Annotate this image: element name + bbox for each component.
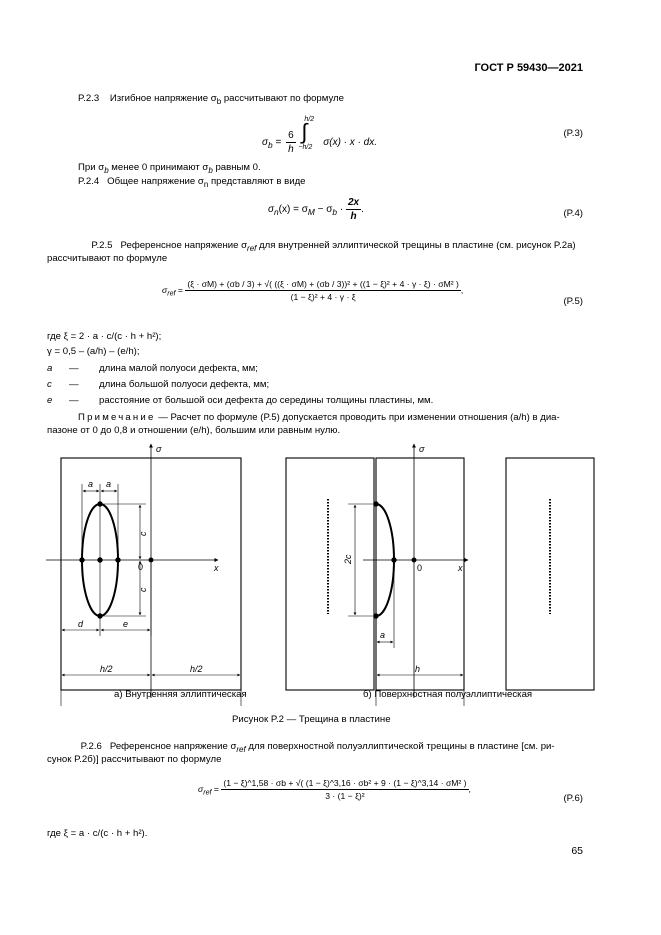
eq4-part: − σ: [314, 204, 333, 216]
eq6-denominator: 3 · (1 − ξ)²: [325, 791, 365, 801]
equation-number-p5: (P.5): [563, 296, 583, 307]
figure-p2: [28, 436, 618, 710]
note-label: Примечание: [78, 412, 156, 423]
eq5-lhs: σ: [162, 284, 168, 295]
paragraph-p25-line1: [78, 240, 576, 253]
clause-sub: ref: [236, 744, 246, 754]
eq6-lhs-sub: ref: [203, 788, 212, 797]
label-h2: h/2: [190, 664, 203, 674]
caption-b: б) Поверхностная полуэллиптическая: [363, 689, 533, 700]
clause-sub: ref: [247, 243, 257, 253]
clause-text-2: для внутренней эллиптической трещины в пластине (см. рисунок P.2а): [256, 240, 576, 251]
clause-text: Общее напряжение σ: [107, 176, 204, 187]
text-fragment: При σ: [78, 162, 105, 173]
definition-row: [47, 363, 258, 374]
definition-dash: —: [69, 379, 79, 390]
text-fragment: менее 0 принимают σ: [108, 162, 209, 173]
stress-plate-a: [286, 458, 374, 690]
label-e: e: [123, 619, 129, 629]
clause-text: Референсное напряжение σ: [120, 240, 248, 251]
eq4-part: (x) = σ: [278, 204, 308, 216]
clause-text: Изгибное напряжение σ: [109, 93, 217, 104]
equation-number-p4: (P.4): [563, 208, 583, 219]
label-a: a: [380, 630, 386, 640]
eq3-integrand: σ(x) · x · dx.: [323, 137, 378, 149]
definition-dash: —: [69, 363, 79, 374]
clause-number: P.2.6: [80, 741, 102, 752]
label-2c: 2c: [343, 554, 353, 564]
eq5-denominator: (1 − ξ)² + 4 · γ · ξ: [290, 292, 356, 302]
eq5-lhs-sub: ref: [167, 289, 176, 298]
equation-number-p3: (P.3): [563, 128, 583, 139]
figure-b: [348, 444, 594, 706]
plate-b: [376, 458, 464, 690]
definition-gamma: γ = 0,5 – (a/h) – (e/h);: [47, 346, 140, 357]
paragraph-p25-line2: рассчитывают по формуле: [47, 253, 168, 264]
label-c: c: [138, 531, 148, 536]
paragraph-p23: [78, 93, 344, 106]
eq5-end: ,: [460, 284, 464, 295]
paragraph-p26-line2: сунок P.2б)] рассчитывают по формуле: [47, 754, 222, 765]
label-c: c: [138, 587, 148, 592]
eq4-part: 2x: [347, 197, 360, 208]
text-fragment: b: [208, 165, 213, 175]
label-sigma: σ: [419, 444, 425, 454]
definition-row: [47, 395, 433, 406]
definition-text: расстояние от большой оси дефекта до середины толщины пластины, мм.: [99, 395, 434, 406]
definition-text: длина большой полуоси дефекта, мм;: [99, 379, 270, 390]
label-x: x: [214, 563, 219, 573]
equation-p5: $\sigma_{ref}$ = (ξ · σM) + (σb / 3) + √( ((ξ · σM) + (σb / 3))² + ((1 − ξ)² + 4 · γ · ξ) · σM² ) (1 − ξ)² + 4 · γ · ξ ,: [162, 279, 464, 302]
eq4-part: .: [361, 204, 364, 216]
definition-symbol: a: [47, 363, 53, 374]
equation-p3: $\sigma_b$ = $\frac{6}{h}$ h/2 ∫ −h/2 σ(x) · x · dx.: [262, 116, 378, 155]
eq3-lhs-sub: b: [268, 140, 273, 151]
label-h2: h/2: [100, 664, 113, 674]
definition-xi-final: где ξ = a · c/(c · h + h²).: [47, 828, 148, 839]
eq4-part: ·: [337, 204, 346, 216]
clause-number: P.2.3: [78, 93, 100, 104]
label-a: a: [88, 479, 94, 489]
definition-symbol: e: [47, 395, 53, 406]
eq4-part: σ: [268, 204, 275, 216]
note-text1: — Расчет по формуле (P.5) допускается проводить при изменении отношения (a/h) в диа-: [155, 412, 560, 423]
text-fragment: равным 0.: [212, 162, 261, 173]
eq6-lhs: σ: [198, 783, 204, 794]
label-sigma: σ: [156, 444, 162, 454]
equation-number-p6: (P.6): [563, 793, 583, 804]
clause-sub: n: [203, 179, 209, 189]
paragraph-p24: [78, 176, 306, 189]
page-number: 65: [571, 845, 583, 857]
note-line1: [78, 412, 560, 423]
clause-text: Референсное напряжение σ: [109, 741, 237, 752]
clause-text-2: для поверхностной полуэллиптической трещины в пластине [см. ри-: [245, 741, 555, 752]
paragraph-sigma-b-zero: [78, 162, 261, 175]
eq3-lower: −h/2: [298, 144, 313, 151]
eq4-part: n: [274, 207, 279, 218]
eq3-lhs: σ: [262, 137, 269, 149]
definition-row: [47, 379, 269, 390]
clause-text-2: представляют в виде: [208, 176, 306, 187]
definition-dash: —: [69, 395, 79, 406]
eq3-num: 6: [288, 130, 294, 141]
note-line2: пазоне от 0 до 0,8 и отношении (e/h), большим или равным нулю.: [47, 425, 341, 436]
label-zero: 0: [138, 562, 144, 572]
equation-p6: $\sigma_{ref}$ = (1 − ξ)^1,58 · σb + √( (1 − ξ)^3,16 · σb² + 9 · (1 − ξ)^3,14 · σM² ) 3 · (1 − ξ)² ,: [198, 778, 471, 801]
label-zero: 0: [417, 563, 423, 573]
label-d: d: [78, 619, 84, 629]
figure-b-labels: [343, 444, 463, 674]
figure-title: Рисунок P.2 — Трещина в пластине: [232, 714, 391, 725]
clause-text-2: рассчитывают по формуле: [221, 93, 344, 104]
definition-text: длина малой полуоси дефекта, мм;: [99, 363, 258, 374]
eq4-part: h: [350, 211, 357, 222]
eq6-numerator: (1 − ξ)^1,58 · σb + √( (1 − ξ)^3,16 · σb² + 9 · (1 − ξ)^3,14 · σM² ): [223, 778, 467, 788]
definition-symbol: c: [47, 379, 52, 390]
label-x: x: [458, 563, 463, 573]
eq6-end: ,: [468, 783, 471, 794]
eq3-upper: h/2: [304, 116, 315, 123]
eq3-den: h: [288, 144, 294, 155]
clause-number: P.2.5: [91, 240, 113, 251]
caption-a: а) Внутренняя эллиптическая: [114, 689, 247, 700]
equation-p4: [268, 197, 364, 222]
paragraph-p26-line1: [78, 741, 555, 754]
eq4-part: M: [307, 207, 315, 218]
label-a: a: [106, 479, 112, 489]
document-header: ГОСТ Р 59430—2021: [474, 62, 583, 74]
figure-a: [46, 444, 374, 706]
clause-sub: b: [216, 96, 222, 106]
label-h: h: [415, 664, 421, 674]
text-fragment: b: [104, 165, 109, 175]
definition-xi: где ξ = 2 · a · c/(c · h + h²);: [47, 331, 162, 342]
clause-number: P.2.4: [78, 176, 100, 187]
eq4-part: b: [332, 207, 338, 218]
eq5-numerator: (ξ · σM) + (σb / 3) + √( ((ξ · σM) + (σb / 3))² + ((1 − ξ)² + 4 · γ · ξ) · σM² ): [187, 279, 459, 289]
